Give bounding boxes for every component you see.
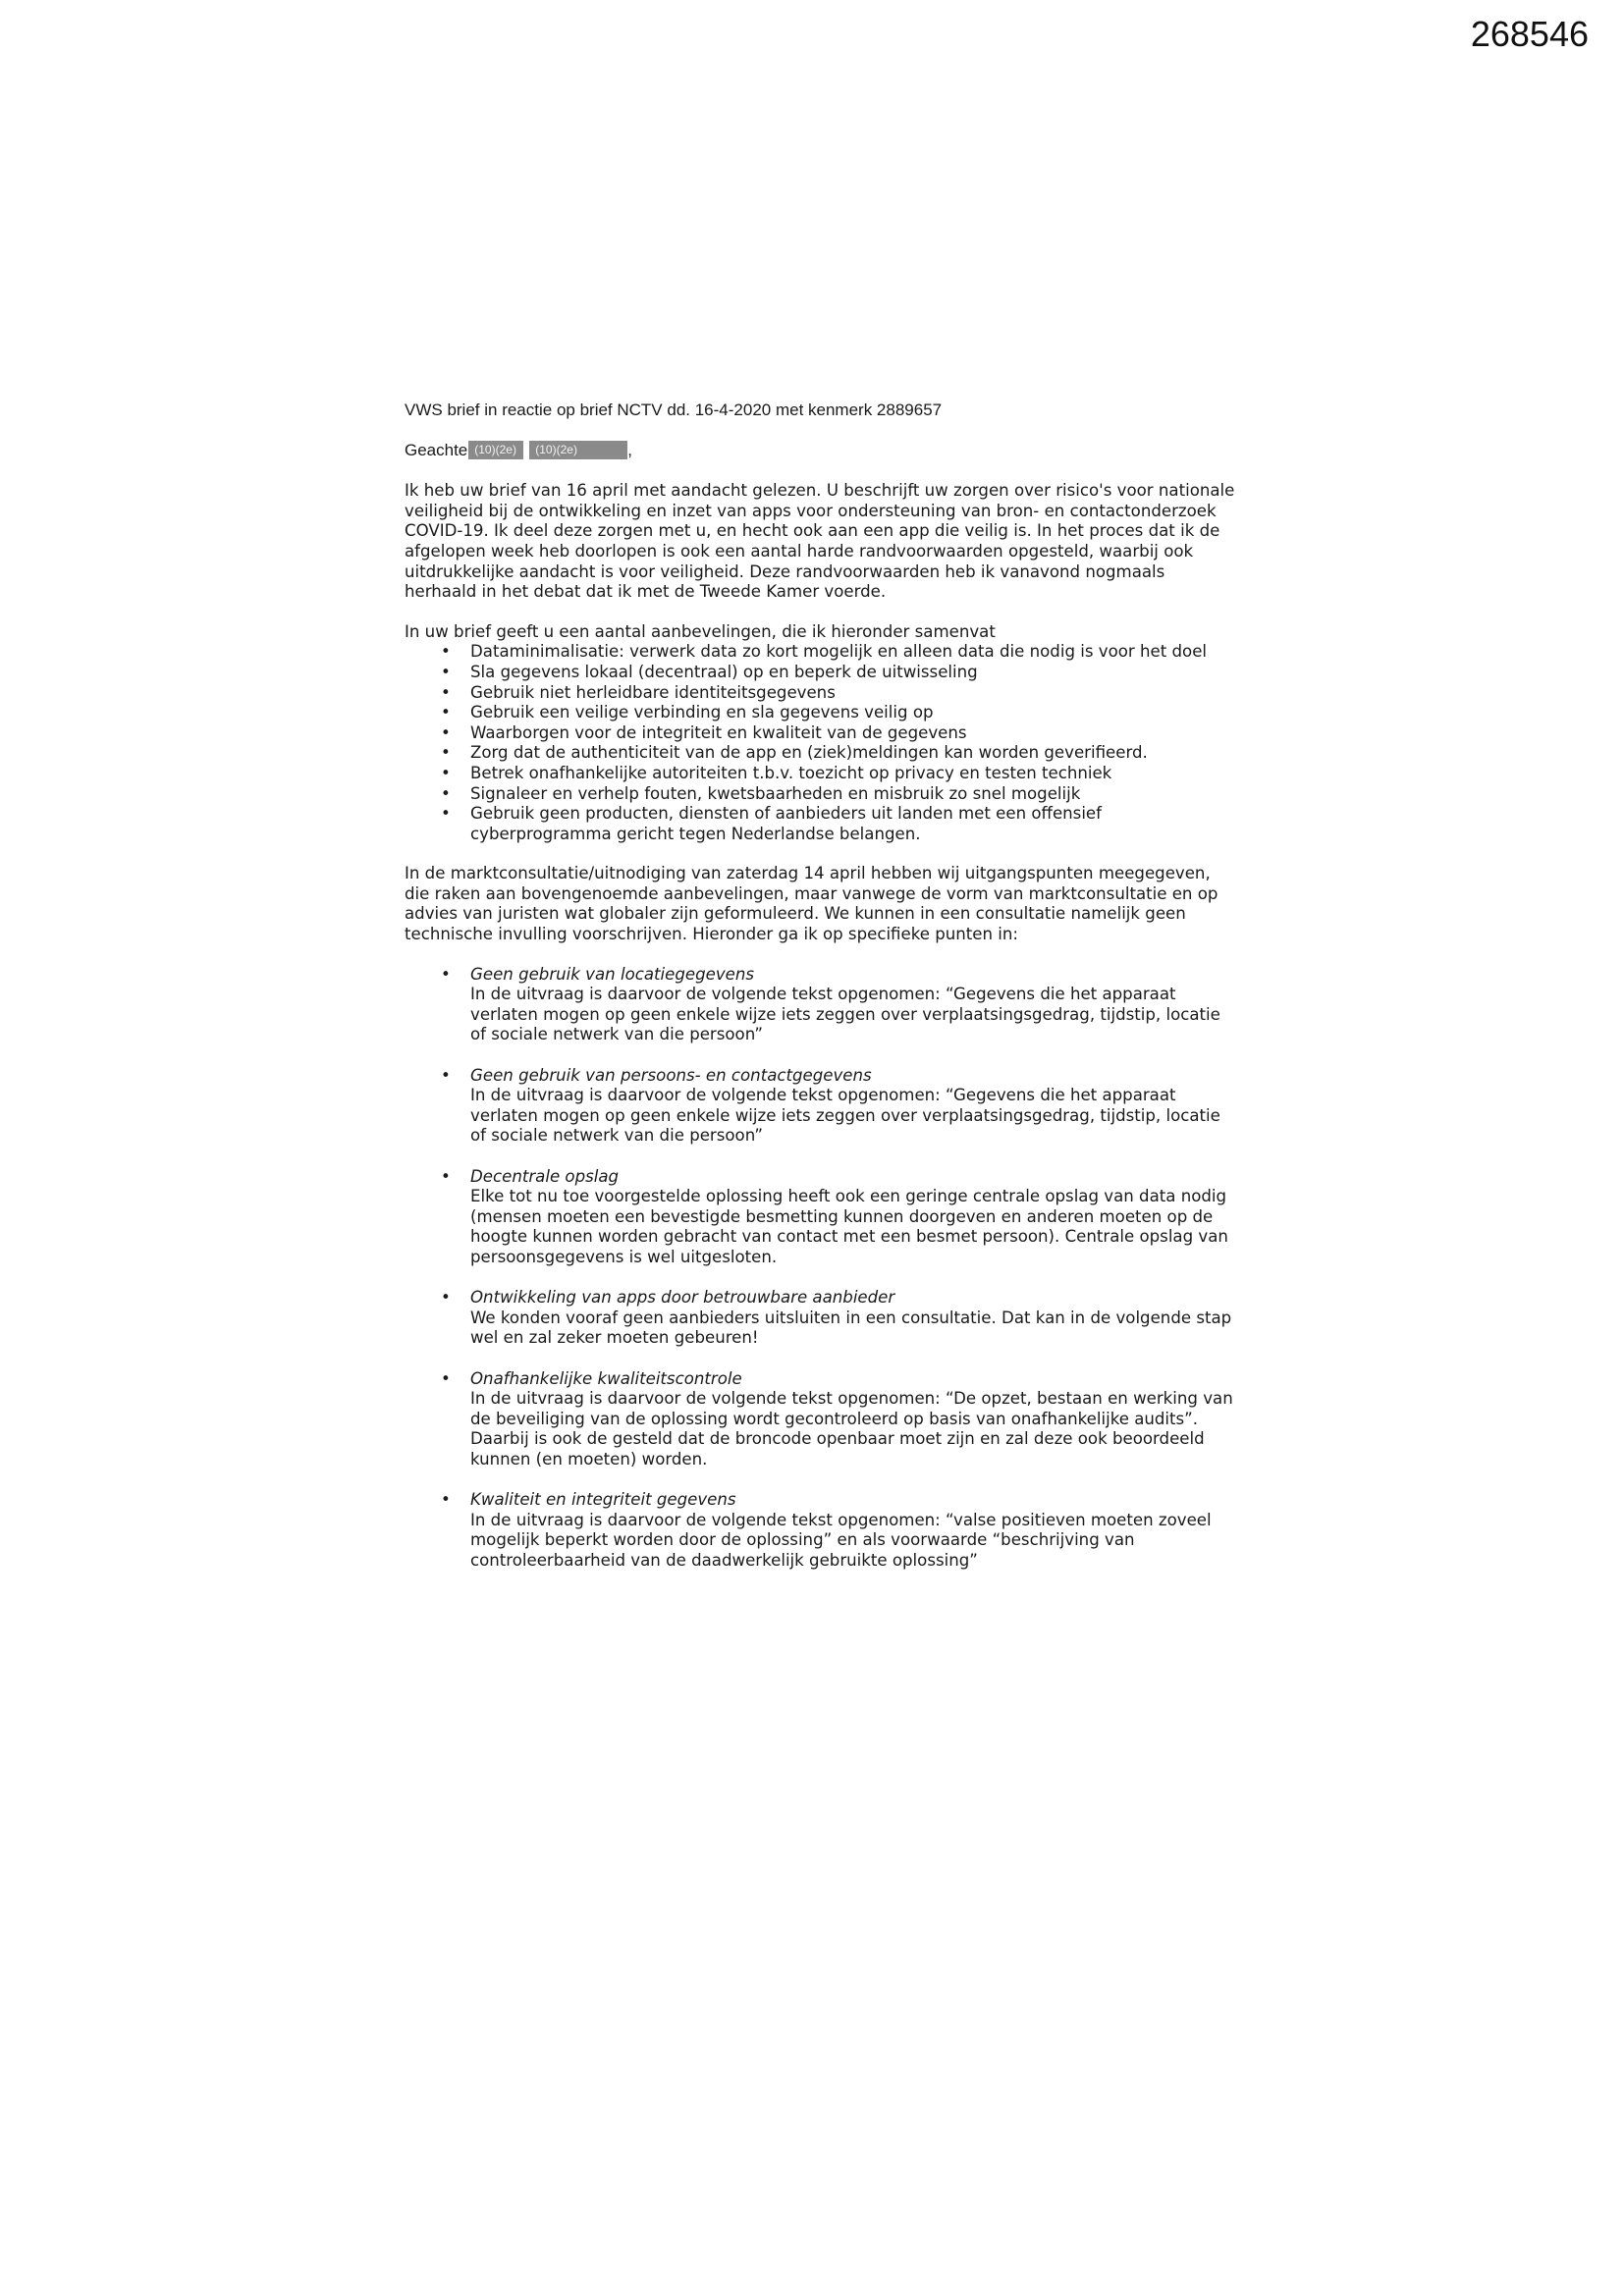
specific-points-list [405,965,1239,1572]
point-item [470,1490,1239,1571]
point-body: In de uitvraag is daarvoor de volgende tekst opgenomen: “Gegevens die het apparaat verlaten mogen op geen enkele wijze iets zeggen over verplaatsingsgedrag, tijdstip, locatie of sociale netwerk van die persoon” [470,985,1220,1044]
letter-subject: VWS brief in reactie op brief NCTV dd. 16-4-2020 met kenmerk 2889657 [405,400,943,419]
point-item [470,1066,1239,1147]
redaction-box: (10)(2e) [468,441,523,459]
point-body: We konden vooraf geen aanbieders uitsluiten in een consultatie. Dat kan in de volgende stap wel en zal zeker moeten gebeuren! [470,1308,1232,1348]
list-item: • Waarborgen voor de integriteit en kwaliteit van de gegevens [470,723,1239,744]
point-item [470,1369,1239,1470]
intro-paragraph: Ik heb uw brief van 16 april met aandacht gelezen. U beschrijft uw zorgen over risico's voor nationale veiligheid bij de ontwikkeling en inzet van apps voor ondersteuning van bron- en contactonderzoek COVID-19. Ik deel deze zorgen met u, en hecht ook aan een app die veilig is. In het proces dat ik de afgelopen week heb doorlopen is ook een aantal harde randvoorwaarden opgesteld, waarbij ook uitdrukkelijke aandacht is voor veiligheid. Deze randvoorwaarden heb ik vanavond nogmaals herhaald in het debat dat ik met de Tweede Kamer voerde. [405,481,1235,602]
point-body: In de uitvraag is daarvoor de volgende tekst opgenomen: “Gegevens die het apparaat verlaten mogen op geen enkele wijze iets zeggen over verplaatsingsgedrag, tijdstip, locatie of sociale netwerk van die persoon” [470,1086,1220,1146]
point-title: • Ontwikkeling van apps door betrouwbare aanbieder [470,1288,895,1308]
salutation [405,441,1239,461]
list-item: • Dataminimalisatie: verwerk data zo kort mogelijk en alleen data die nodig is voor het doel [470,642,1239,663]
recommendations-intro: In uw brief geeft u een aantal aanbevelingen, die ik hieronder samenvat [405,621,996,641]
point-title: • Geen gebruik van locatiegegevens [470,964,755,984]
salutation-comma: , [627,440,632,459]
document-number: 268546 [1470,14,1589,54]
point-item [470,965,1239,1045]
salutation-prefix: Geachte [405,440,468,459]
point-title: • Decentrale opslag [470,1166,620,1186]
list-item: • Gebruik geen producten, diensten of aanbieders uit landen met een offensief cyberprogramma gericht tegen Nederlandse belangen. [470,804,1239,844]
point-title: • Kwaliteit en integriteit gegevens [470,1490,736,1510]
point-item [470,1167,1239,1268]
list-item: • Betrek onafhankelijke autoriteiten t.b.v. toezicht op privacy en testen techniek [470,764,1239,784]
market-consultation-paragraph: In de marktconsultatie/uitnodiging van zaterdag 14 april hebben wij uitgangspunten meegegeven, die raken aan bovengenoemde aanbevelingen, maar vanwege de vorm van marktconsultatie en op advies van juristen wat globaler zijn geformuleerd. We kunnen in een consultatie namelijk geen technische invulling voorschrijven. Hieronder ga ik op specifieke punten in: [405,864,1218,944]
point-body: In de uitvraag is daarvoor de volgende tekst opgenomen: “valse positieven moeten zoveel mogelijk beperkt worden door de oplossing” en als voorwaarde “beschrijving van controleerbaarheid van de daadwerkelijk gebruikte oplossing” [470,1510,1212,1570]
point-title: • Onafhankelijke kwaliteitscontrole [470,1368,742,1388]
list-item: • Gebruik een veilige verbinding en sla gegevens veilig op [470,703,1239,723]
point-body: In de uitvraag is daarvoor de volgende tekst opgenomen: “De opzet, bestaan en werking van de beveiliging van de oplossing wordt gecontroleerd op basis van onafhankelijke audits”. Daarbij is ook de gesteld dat de broncode openbaar moet zijn en zal deze ook beoordeeld kunnen (en moeten) worden. [470,1389,1233,1468]
list-item: • Sla gegevens lokaal (decentraal) op en beperk de uitwisseling [470,663,1239,683]
point-title: • Geen gebruik van persoons- en contactgegevens [470,1065,872,1085]
list-item: • Zorg dat de authenticiteit van de app en (ziek)meldingen kan worden geverifieerd. [470,743,1239,764]
recommendations-list [405,642,1239,844]
point-item [470,1288,1239,1349]
redaction-box: (10)(2e) [529,441,627,459]
point-body: Elke tot nu toe voorgestelde oplossing heeft ook een geringe centrale opslag van data nodig (mensen moeten een bevestigde besmetting kunnen doorgeven en anderen moeten op de hoogte kunnen worden gebracht van contact met een besmet persoon). Centrale opslag van persoonsgegevens is wel uitgesloten. [470,1187,1228,1266]
letter-body [405,400,1239,1591]
list-item: • Gebruik niet herleidbare identiteitsgegevens [470,683,1239,704]
list-item: • Signaleer en verhelp fouten, kwetsbaarheden en misbruik zo snel mogelijk [470,784,1239,805]
